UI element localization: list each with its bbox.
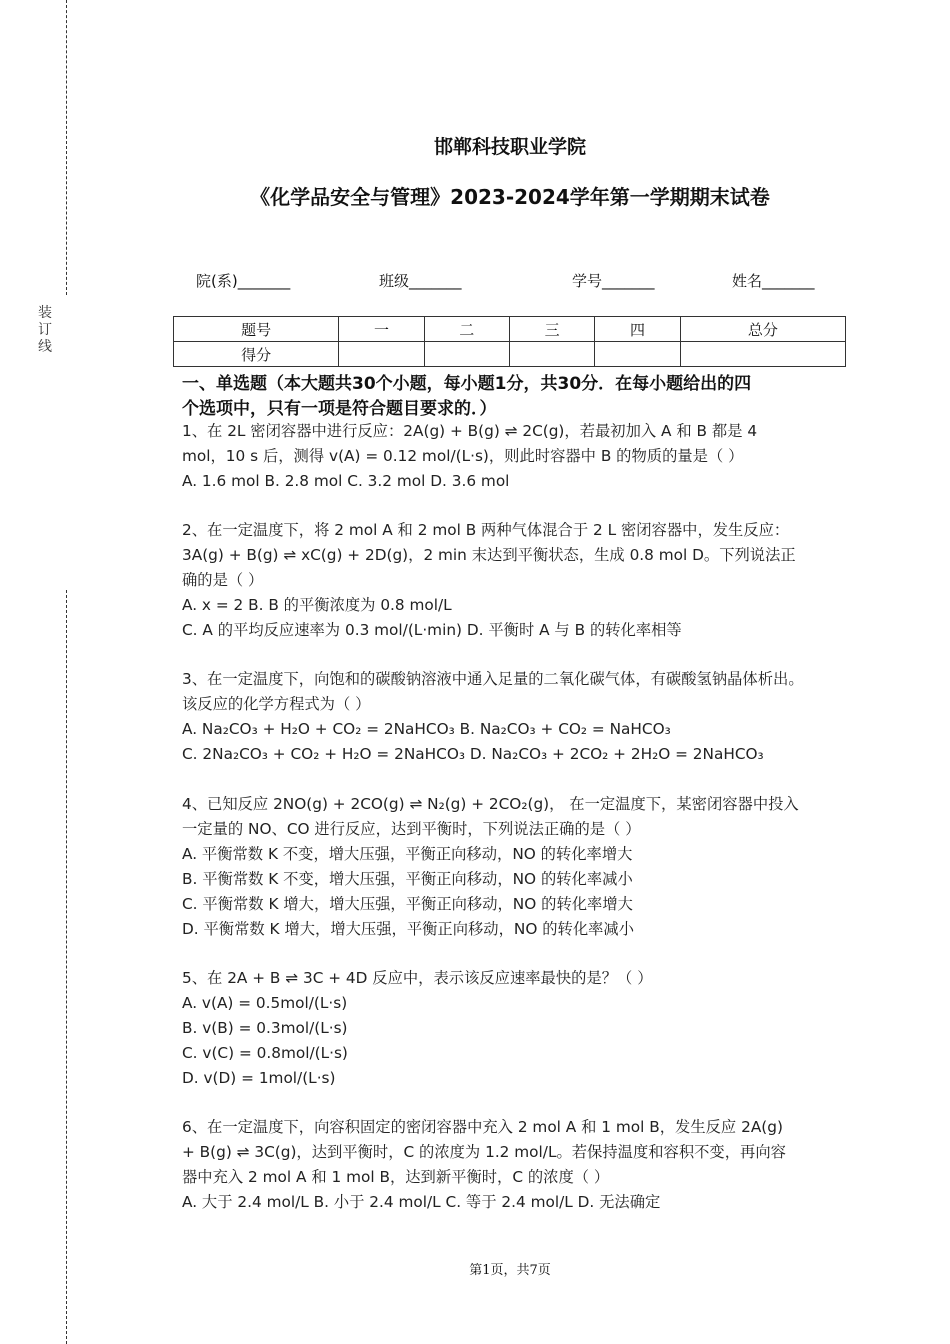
question-line: mol，10 s 后，测得 v(A) = 0.12 mol/(L·s)，则此时容器中 B 的物质的量是（ ） — [182, 447, 744, 465]
question-line: C. A 的平均反应速率为 0.3 mol/(L·min) D. 平衡时 A 与 B 的转化率相等 — [182, 621, 682, 639]
table-header: 题号 — [174, 317, 339, 342]
question-line: A. 大于 2.4 mol/L B. 小于 2.4 mol/L C. 等于 2.4 mol/L D. 无法确定 — [182, 1193, 661, 1211]
exam-title: 《化学品安全与管理》2023-2024学年第一学期期末试卷 — [250, 185, 770, 209]
section-line: 一、单选题（本大题共30个小题，每小题1分，共30分．在每小题给出的四 — [182, 374, 752, 394]
question-stem: 4、已知反应 2NO(g) + 2CO(g) ⇌ N₂(g) + 2CO₂(g)， 在一定温度下，某密闭容器中投入 — [182, 795, 799, 813]
class-field: 班级_______ — [379, 272, 462, 290]
score-cell — [339, 342, 424, 367]
question-line: C. 2Na₂CO₃ + CO₂ + H₂O = 2NaHCO₃ D. Na₂CO₃ + 2CO₂ + 2H₂O = 2NaHCO₃ — [182, 745, 764, 763]
binding-line-bottom — [66, 590, 67, 1344]
question-line: A. Na₂CO₃ + H₂O + CO₂ = 2NaHCO₃ B. Na₂CO₃ + CO₂ = NaHCO₃ — [182, 720, 671, 738]
score-table — [173, 316, 846, 367]
table-header: 四 — [595, 317, 680, 342]
section-heading — [182, 372, 842, 422]
question-stem: 3、在一定温度下，向饱和的碳酸钠溶液中通入足量的二氧化碳气体，有碳酸氢钠晶体析出。 — [182, 670, 804, 688]
table-row — [174, 342, 846, 367]
question-6 — [182, 1115, 862, 1215]
school-name: 邯郸科技职业学院 — [433, 136, 586, 158]
table-row — [174, 317, 846, 342]
table-header: 一 — [339, 317, 424, 342]
question-line: + B(g) ⇌ 3C(g)，达到平衡时，C 的浓度为 1.2 mol/L。若保持温度和容积不变，再向容 — [182, 1143, 786, 1161]
section-line: 个选项中，只有一项是符合题目要求的．） — [182, 399, 497, 419]
question-line: D. v(D) = 1mol/(L·s) — [182, 1069, 336, 1087]
question-line: 器中充入 2 mol A 和 1 mol B，达到新平衡时，C 的浓度（ ） — [182, 1168, 610, 1186]
question-2 — [182, 518, 862, 643]
question-line: D. 平衡常数 K 增大，增大压强，平衡正向移动，NO 的转化率减小 — [182, 920, 635, 938]
question-line: B. v(B) = 0.3mol/(L·s) — [182, 1019, 348, 1037]
table-header: 总分 — [680, 317, 845, 342]
question-3 — [182, 667, 862, 767]
question-line: 确的是（ ） — [182, 571, 264, 589]
question-4 — [182, 792, 862, 942]
question-stem: 5、在 2A + B ⇌ 3C + 4D 反应中，表示该反应速率最快的是？（ ） — [182, 969, 653, 987]
question-line: A. v(A) = 0.5mol/(L·s) — [182, 994, 348, 1012]
question-line: 3A(g) + B(g) ⇌ xC(g) + 2D(g)，2 min 末达到平衡状态，生成 0.8 mol D。下列说法正 — [182, 546, 796, 564]
question-line: B. 平衡常数 K 不变，增大压强，平衡正向移动，NO 的转化率减小 — [182, 870, 633, 888]
row-label: 得分 — [174, 342, 339, 367]
page-footer: 第1页，共7页 — [469, 1263, 551, 1278]
binding-label: 装订线 — [38, 305, 52, 355]
question-line: C. v(C) = 0.8mol/(L·s) — [182, 1044, 348, 1062]
score-cell — [595, 342, 680, 367]
table-header: 三 — [509, 317, 594, 342]
question-1 — [182, 419, 862, 494]
question-stem: 2、在一定温度下，将 2 mol A 和 2 mol B 两种气体混合于 2 L 密闭容器中，发生反应： — [182, 521, 790, 539]
student-id-field: 学号_______ — [572, 272, 655, 290]
question-line: 该反应的化学方程式为（ ） — [182, 695, 371, 713]
question-line: A. 1.6 mol B. 2.8 mol C. 3.2 mol D. 3.6 mol — [182, 472, 510, 490]
question-5 — [182, 966, 862, 1091]
table-header: 二 — [424, 317, 509, 342]
name-field: 姓名_______ — [732, 272, 815, 290]
department-field: 院(系)_______ — [196, 272, 291, 290]
score-cell — [680, 342, 845, 367]
question-stem: 1、在 2L 密闭容器中进行反应：2A(g) + B(g) ⇌ 2C(g)，若最初加入 A 和 B 都是 4 — [182, 422, 758, 440]
question-line: A. 平衡常数 K 不变，增大压强，平衡正向移动，NO 的转化率增大 — [182, 845, 633, 863]
score-cell — [509, 342, 594, 367]
question-stem: 6、在一定温度下，向容积固定的密闭容器中充入 2 mol A 和 1 mol B，发生反应 2A(g) — [182, 1118, 783, 1136]
question-line: A. x = 2 B. B 的平衡浓度为 0.8 mol/L — [182, 596, 452, 614]
question-line: C. 平衡常数 K 增大，增大压强，平衡正向移动，NO 的转化率增大 — [182, 895, 633, 913]
score-cell — [424, 342, 509, 367]
question-line: 一定量的 NO、CO 进行反应，达到平衡时，下列说法正确的是（ ） — [182, 820, 641, 838]
